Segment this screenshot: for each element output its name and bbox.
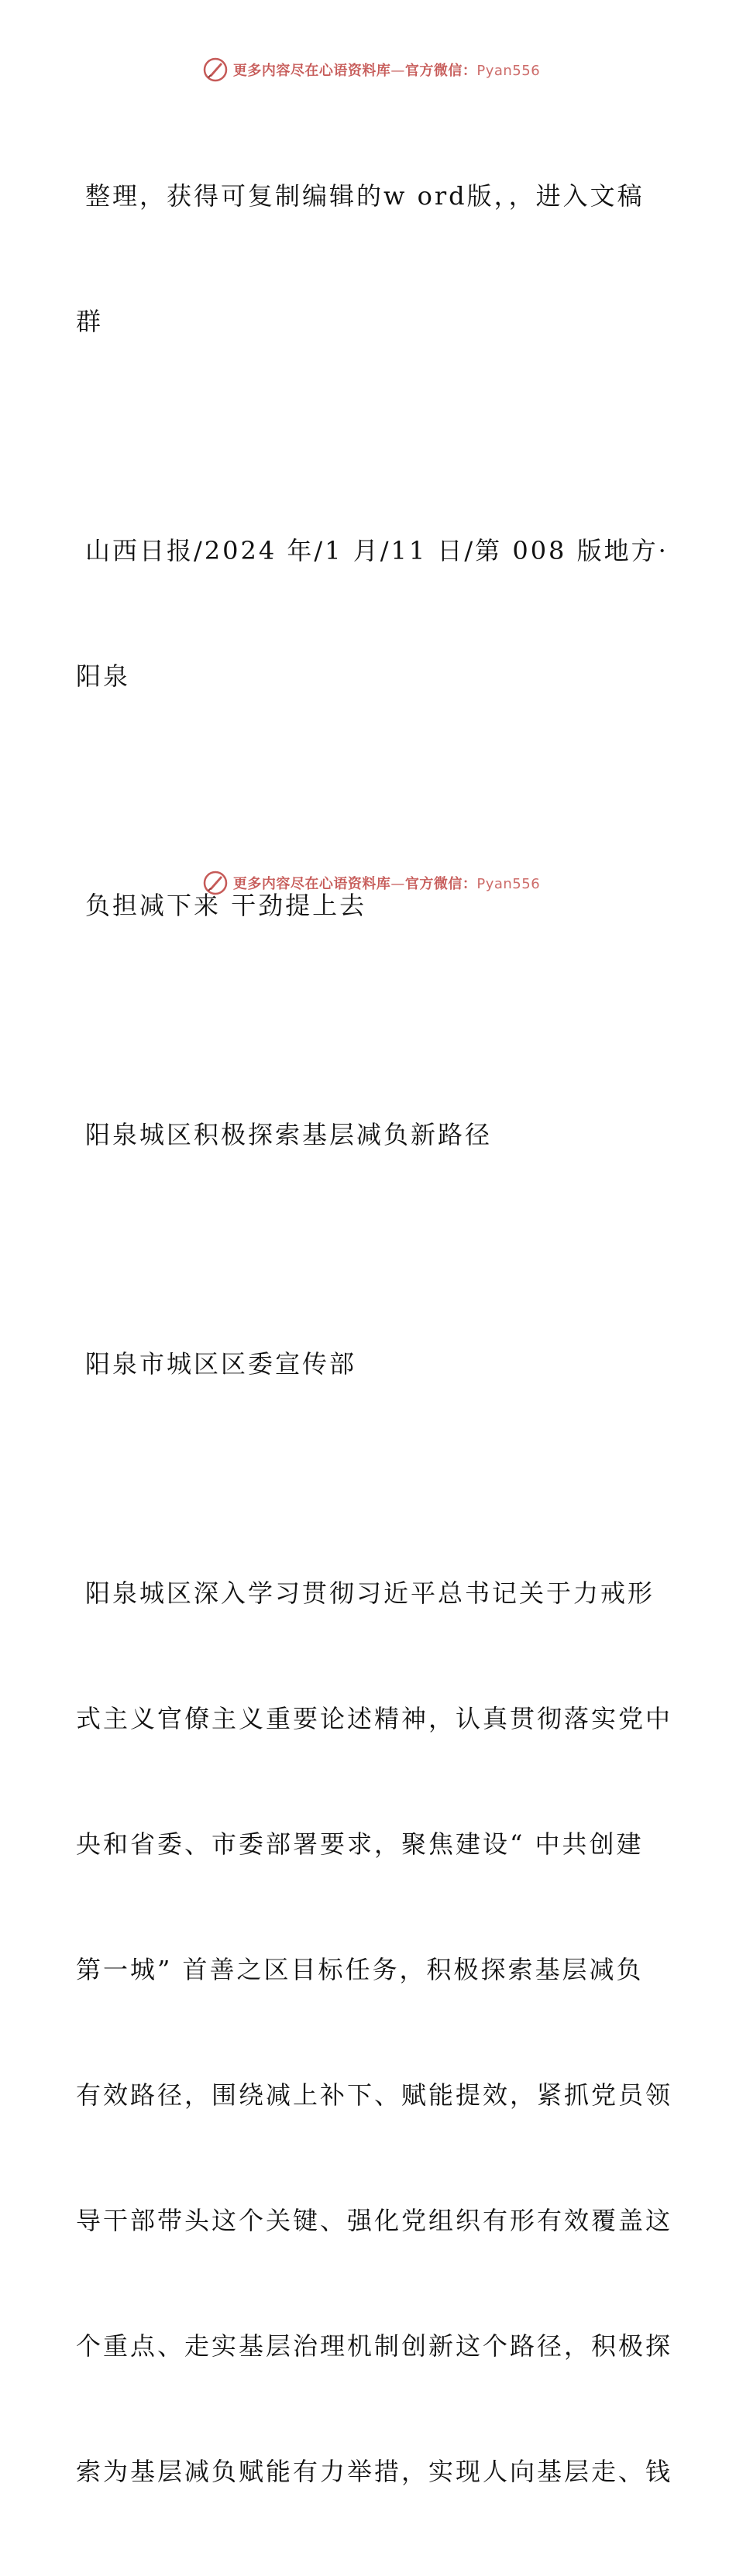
watermark-group [202, 870, 540, 896]
body-line: 个重点、走实基层治理机制创新这个路径，积极探 [76, 2331, 673, 2361]
author-text: 阳泉市城区区委宣传部 [85, 1349, 357, 1379]
intro-paragraph [76, 91, 662, 426]
body-line: 索为基层减负赋能有力举措，实现人向基层走、钱 [76, 2457, 673, 2486]
source-line-2: 阳泉 [76, 661, 131, 691]
body-line: 有效路径，围绕减上补下、赋能提效，紧抓党员领 [76, 2080, 673, 2110]
watermark-text: 更多内容尽在心语资料库—官方微信：Pyan556 [232, 63, 541, 79]
source-line-1: 山西日报/2024 年/1 月/11 日/第 008 版地方· [85, 536, 669, 565]
intro-line-1: 整理，获得可复制编辑的w ord版，，进入文稿 [85, 181, 645, 211]
source-paragraph [76, 446, 669, 781]
body-line: 阳泉城区深入学习贯彻习近平总书记关于力戒形 [85, 1578, 655, 1608]
subheadline [76, 1030, 662, 1239]
watermark-text: 更多内容尽在心语资料库—官方微信：Pyan556 [232, 876, 541, 892]
body-paragraph [76, 1489, 673, 2576]
body-line: 式主义官僚主义重要论述精神，认真贯彻落实党中 [76, 1704, 673, 1733]
footer-watermark [0, 867, 736, 898]
watermark-group [202, 57, 540, 83]
body-line: 导干部带头这个关键、强化党组织有形有效覆盖这 [76, 2206, 673, 2235]
subheadline-text: 阳泉城区积极探索基层减负新路径 [85, 1120, 493, 1149]
author-line [76, 1259, 662, 1468]
quill-logo-icon [202, 57, 229, 83]
body-line: 央和省委、市委部署要求，聚焦建设“ 中共创建 [76, 1829, 644, 1859]
intro-line-2: 群 [76, 307, 104, 336]
header-watermark [0, 54, 736, 85]
quill-logo-icon [202, 870, 229, 896]
headline [76, 801, 662, 1010]
body-line: 第一城” 首善之区目标任务，积极探索基层减负 [76, 1955, 644, 1984]
headline-text: 负担减下来 干劲提上去 [85, 891, 367, 920]
document-body [76, 91, 673, 2576]
